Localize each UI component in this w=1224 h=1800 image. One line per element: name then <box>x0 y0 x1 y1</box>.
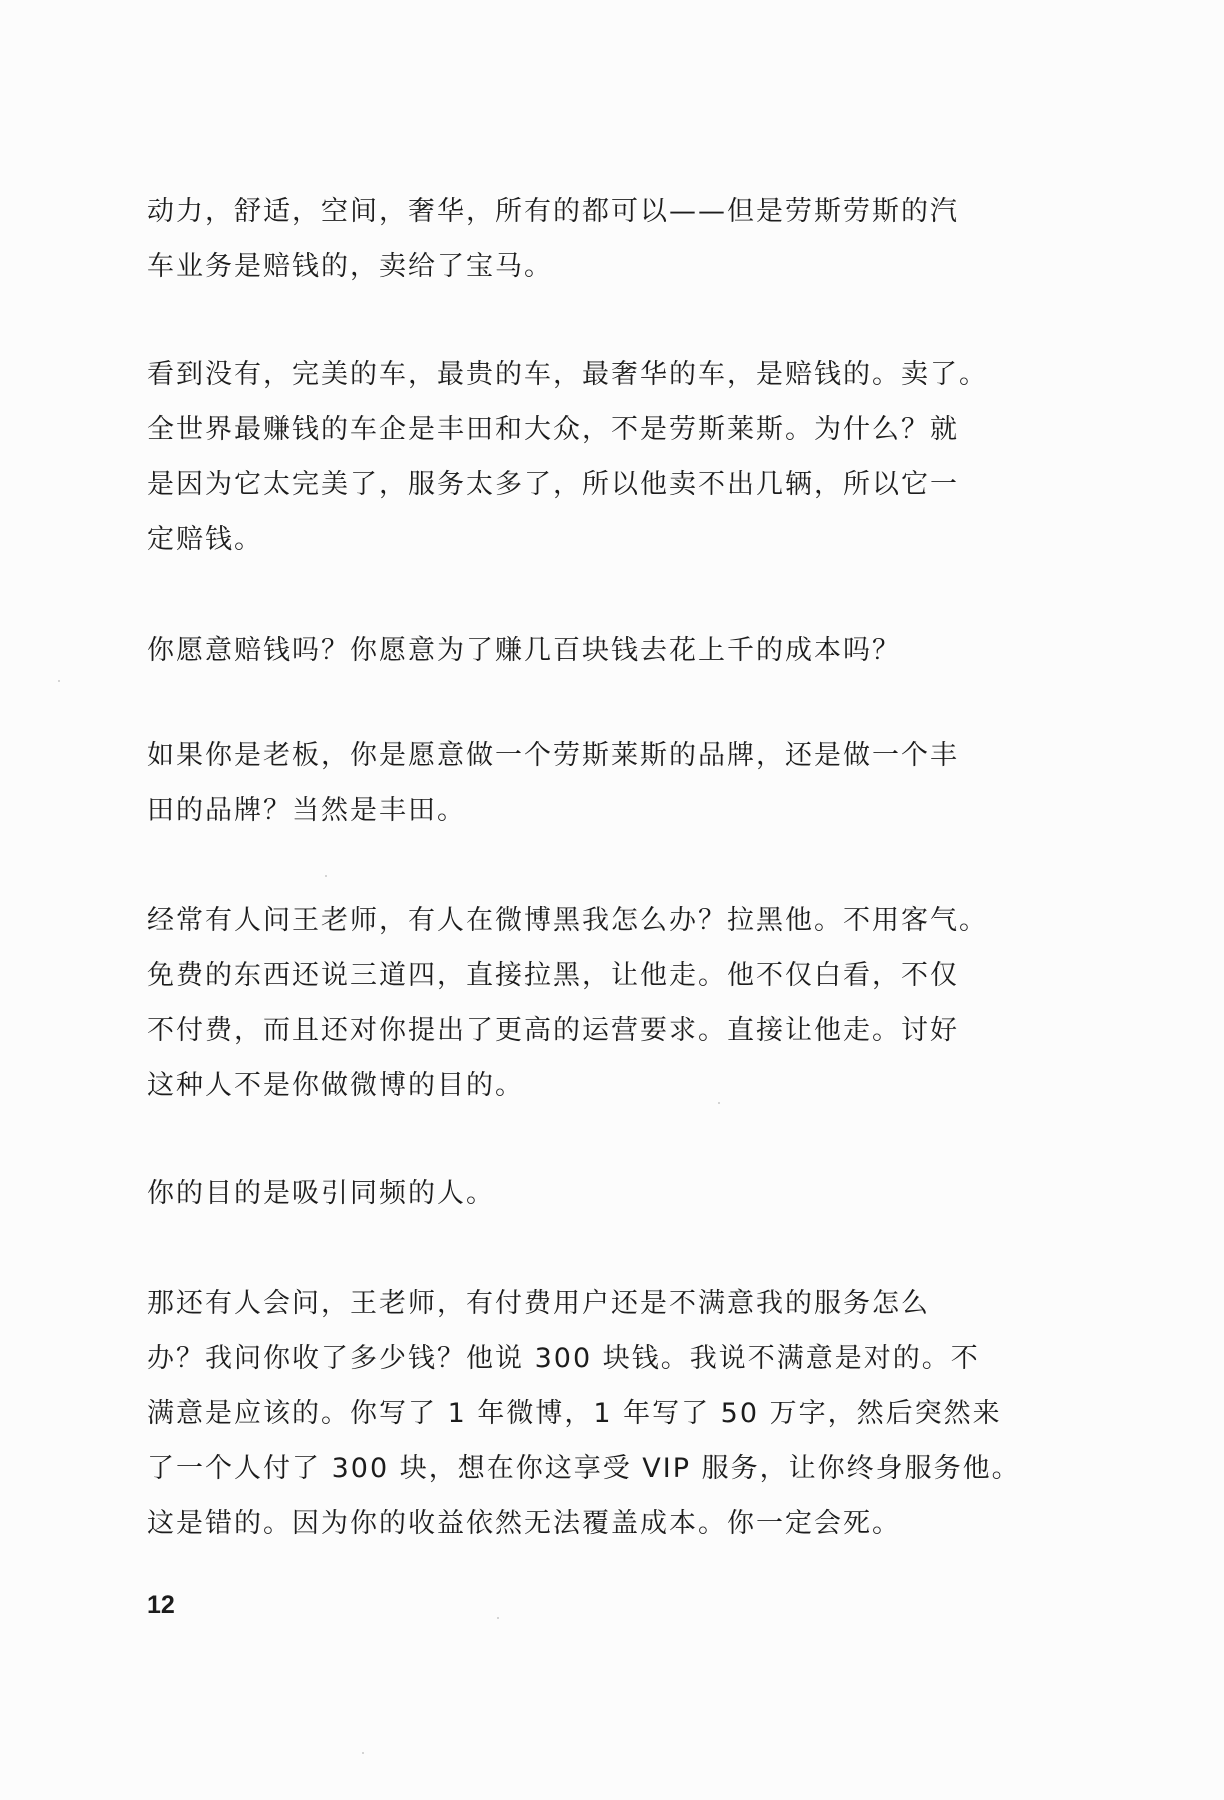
text-line: 这种人不是你做微博的目的。 <box>147 1070 524 1101</box>
text-line: 看到没有，完美的车，最贵的车，最奢华的车，是赔钱的。卖了。 <box>147 359 988 390</box>
text-line: 如果你是老板，你是愿意做一个劳斯莱斯的品牌，还是做一个丰 <box>147 740 959 771</box>
text-line: 全世界最赚钱的车企是丰田和大众，不是劳斯莱斯。为什么？就 <box>147 414 959 445</box>
paragraph <box>147 1276 1047 1551</box>
paragraph <box>147 623 1047 678</box>
text-line: 动力，舒适，空间，奢华，所有的都可以——但是劳斯劳斯的汽 <box>147 196 959 227</box>
text-line: 定赔钱。 <box>147 524 263 555</box>
text-line: 那还有人会问，王老师，有付费用户还是不满意我的服务怎么 <box>147 1288 930 1319</box>
text-line: 是因为它太完美了，服务太多了，所以他卖不出几辆，所以它一 <box>147 469 959 500</box>
text-line: 满意是应该的。你写了 1 年微博，1 年写了 50 万字，然后突然来 <box>147 1398 1002 1429</box>
paragraph <box>147 1166 1047 1221</box>
text-line: 田的品牌？当然是丰田。 <box>147 795 466 826</box>
paragraph <box>147 728 1047 838</box>
paragraph <box>147 893 1047 1113</box>
scan-speck <box>362 1752 364 1754</box>
paragraph <box>147 184 1047 294</box>
text-line: 了一个人付了 300 块，想在你这享受 VIP 服务，让你终身服务他。 <box>147 1453 1021 1484</box>
scan-speck <box>58 680 60 682</box>
text-line: 不付费，而且还对你提出了更高的运营要求。直接让他走。讨好 <box>147 1015 959 1046</box>
text-line: 车业务是赔钱的，卖给了宝马。 <box>147 251 553 282</box>
scan-speck <box>718 1102 720 1104</box>
text-line: 你的目的是吸引同频的人。 <box>147 1178 495 1209</box>
scan-speck <box>497 1617 499 1619</box>
page-number: 12 <box>147 1591 175 1619</box>
text-line: 这是错的。因为你的收益依然无法覆盖成本。你一定会死。 <box>147 1508 901 1539</box>
text-line: 经常有人问王老师，有人在微博黑我怎么办？拉黑他。不用客气。 <box>147 905 988 936</box>
text-line: 免费的东西还说三道四，直接拉黑，让他走。他不仅白看，不仅 <box>147 960 959 991</box>
paragraph <box>147 347 1047 567</box>
scan-speck <box>325 875 327 877</box>
text-line: 你愿意赔钱吗？你愿意为了赚几百块钱去花上千的成本吗？ <box>147 635 901 666</box>
text-line: 办？我问你收了多少钱？他说 300 块钱。我说不满意是对的。不 <box>147 1343 980 1374</box>
